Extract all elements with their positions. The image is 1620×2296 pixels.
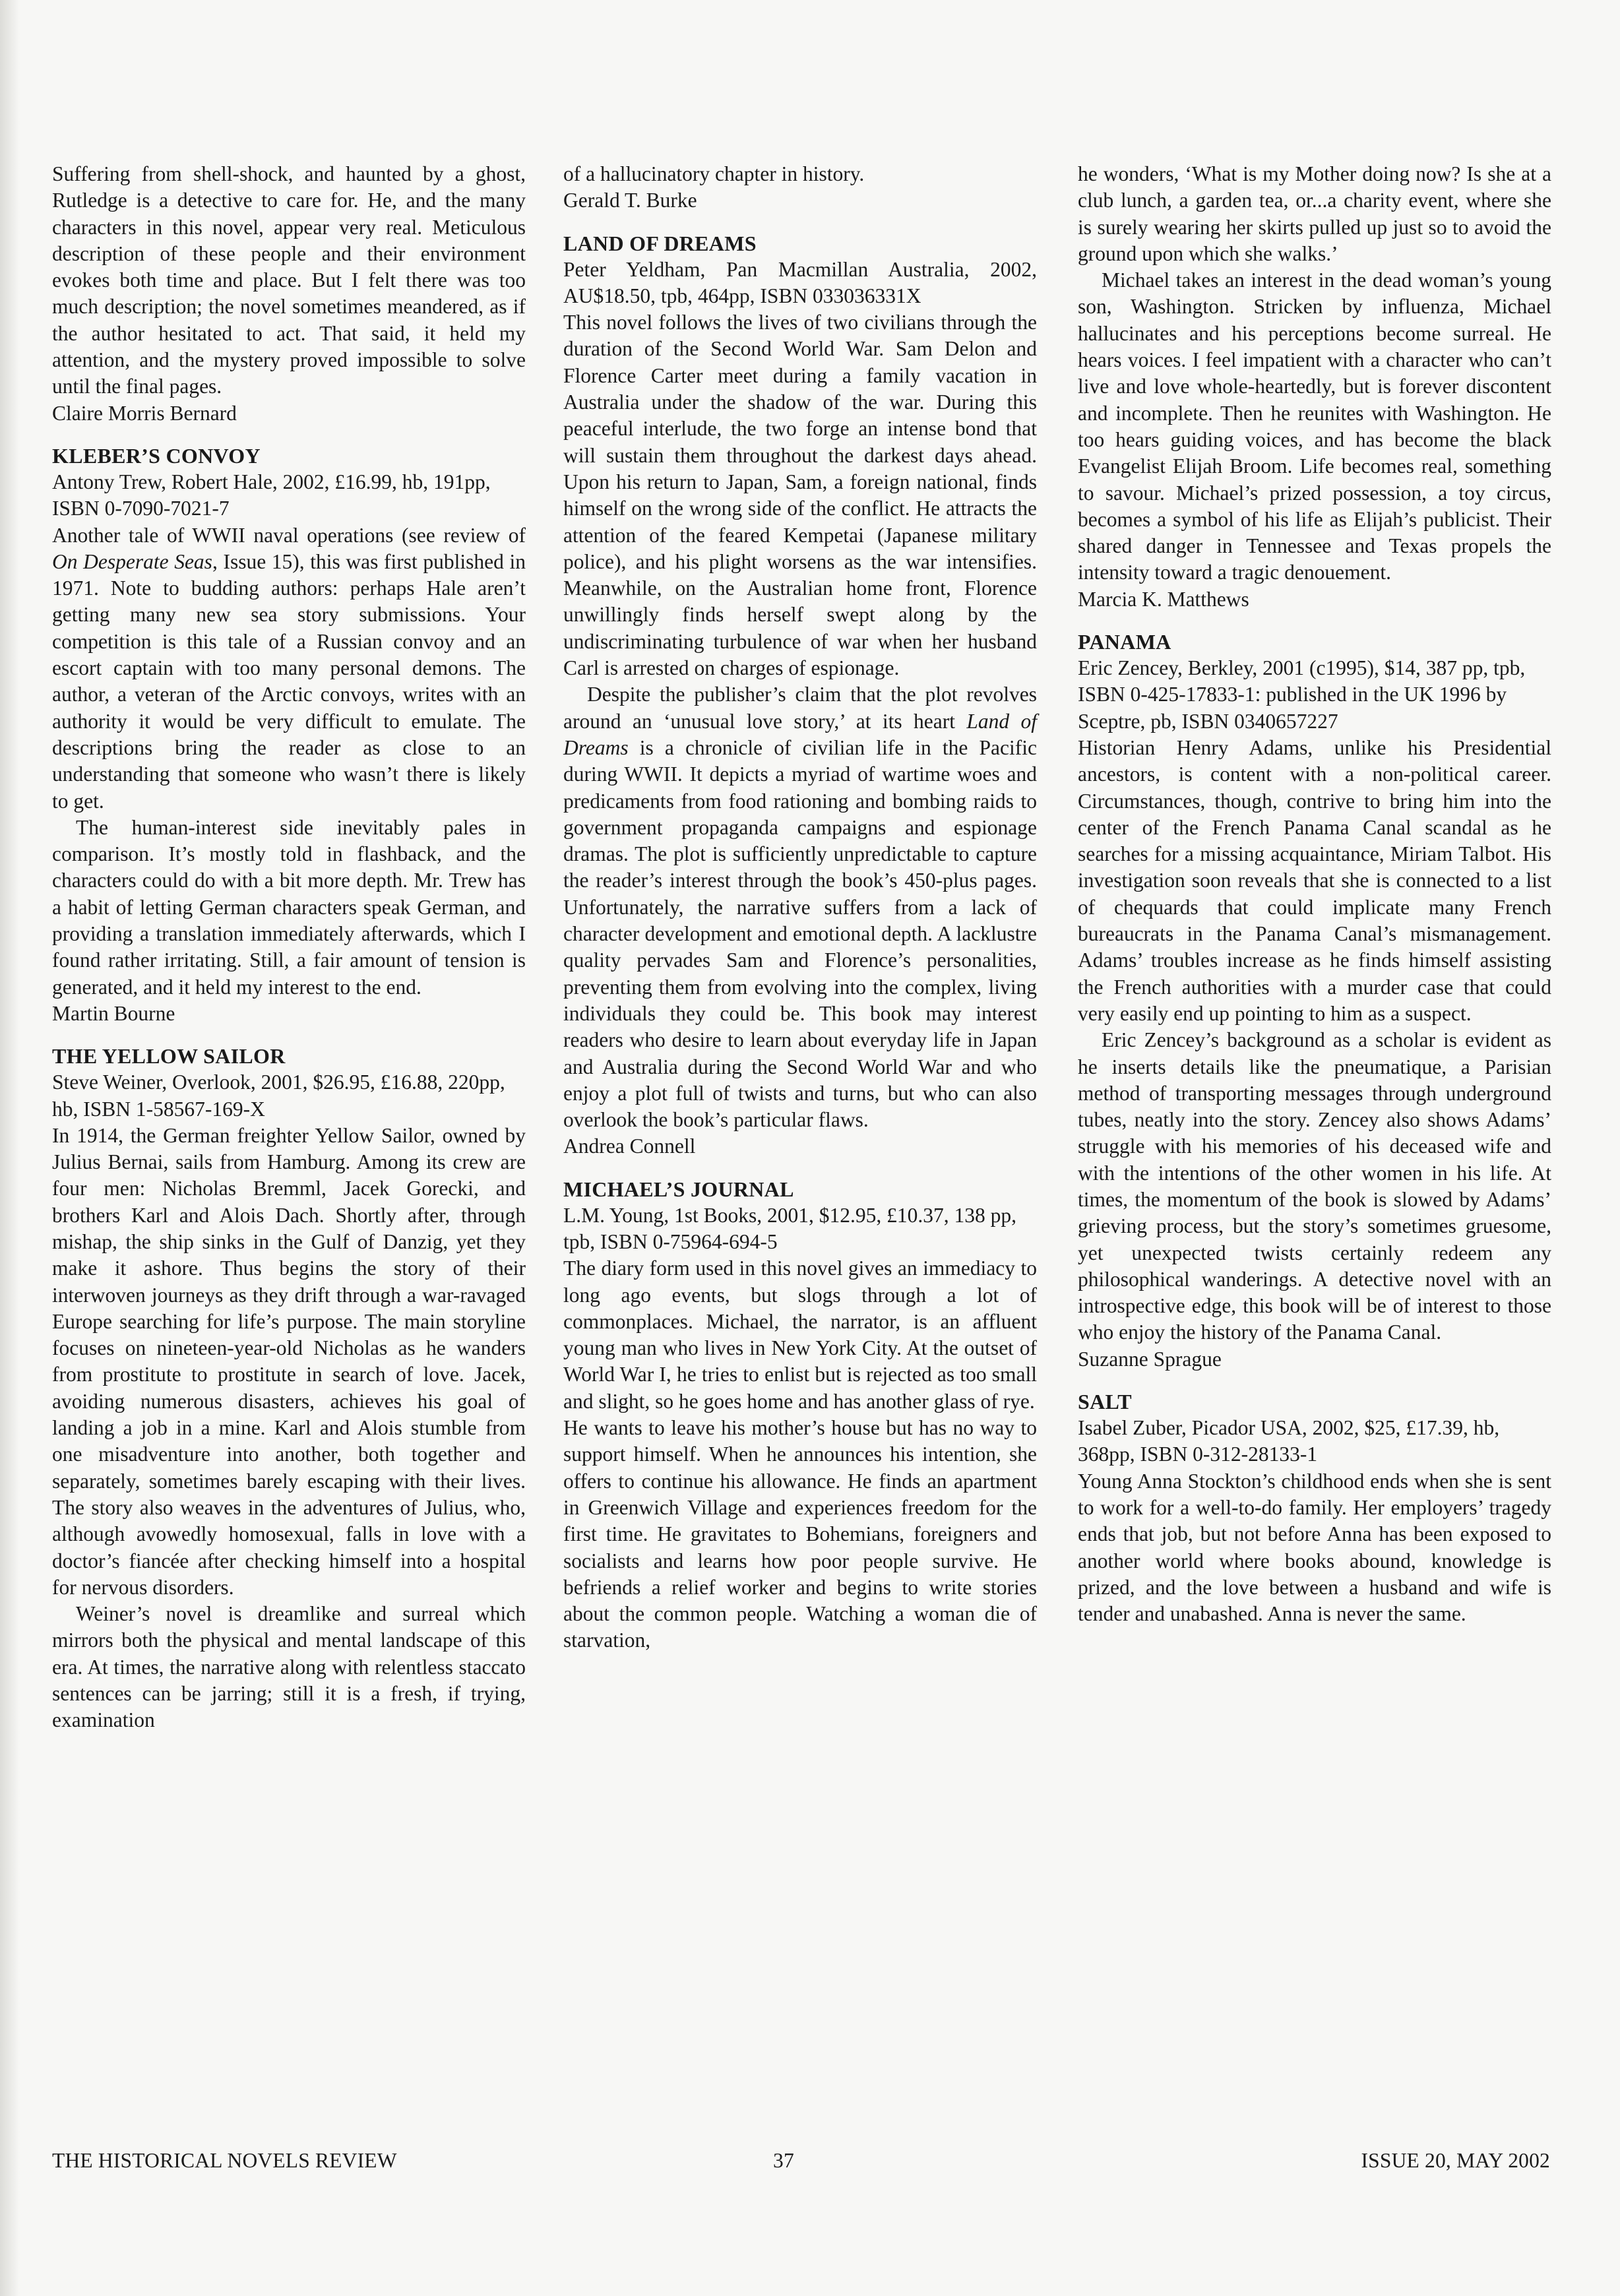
text-run: Another tale of WWII naval operations (see review of xyxy=(52,523,526,547)
heading-panama: PANAMA xyxy=(1078,630,1171,654)
klebers-convoy-review-text-2: The human-interest side inevitably pales in comparison. It’s mostly told in flashback, and the characters could do with a bit more depth. Mr. Trew has a habit of letting German characters speak German, and providing a translation immediately afterwards, which I found rather irritating. Still, a fair amount of tension is generated, and it held my interest to the end. xyxy=(52,815,526,999)
klebers-convoy-review-text-1 xyxy=(52,522,526,815)
heading-the-yellow-sailor: THE YELLOW SAILOR xyxy=(52,1044,286,1069)
text-run: , Issue 15), this was first published in 1971. Note to budding authors: perhaps Hale aren’t getting many new sea story submissions. Your competition is this tale of a Russian convoy and an escort captain with too many personal demons. The author, a veteran of the Arctic convoys, writes with an authority it would be very difficult to emulate. The descriptions bring the reader as close to an understanding that someone who wasn’t there is likely to get. xyxy=(52,549,526,813)
citation-panama: Eric Zencey, Berkley, 2001 (c1995), $14, 387 pp, tpb, ISBN 0-425-17833-1: published in the UK 1996 by Sceptre, pb, ISBN 0340657227 xyxy=(1078,656,1526,733)
land-of-dreams-review-text-1: This novel follows the lives of two civilians through the duration of the Second World War. Sam Delon and Florence Carter meet during a family vacation in Australia under the shadow of the war. During this peaceful interlude, the two forge an intense bond that will sustain them throughout the darkest days ahead. Upon his return to Japan, Sam, a foreign national, finds himself on the wrong side of the conflict. He attracts the attention of the feared Kempetai (Japanese military police), and his plight worsens as the war intensifies. Meanwhile, on the Australian home front, Florence unwillingly finds herself swept along by the undiscriminating turbulence of war when her husband Carl is arrested on charges of espionage. xyxy=(563,311,1037,680)
panama-review-text-1: Historian Henry Adams, unlike his Presidential ancestors, is content with a non-political career. Circumstances, though, contrive to bring him into the center of the French Panama Canal scandal as he searches for a missing acquaintance, Miriam Talbot. His investigation soon reveals that she is connected to a list of chequards that could implicate many French bureaucrats in the Panama Canal’s mismanagement. Adams’ troubles increase as he finds himself assisting the French authorities with a murder case that could very easily end up pointing to him as a suspect. xyxy=(1078,735,1551,1025)
yellow-sailor-review-text-1: In 1914, the German freighter Yellow Sailor, owned by Julius Bernai, sails from Hamburg. Among its crew are four men: Nicholas Bremml, Jacek Gorecki, and brothers Karl and Alois Dach. Shortly after, through mishap, the ship sinks in the Gulf of Danzig, yet they make it ashore. Thus begins the story of their interwoven journeys as they drift through a war-ravaged Europe searching for life’s purpose. The main storyline focuses on nineteen-year-old Nicholas as he wanders from prostitute to prostitute in search of love. Jacek, avoiding numerous disasters, achieves his goal of landing a job in a mine. Karl and Alois stumble from one misadventure into another, both together and separately, sometimes barely escaping with their lives. The story also weaves in the adventures of Julius, who, although avowedly homosexual, falls in love with a doctor’s fiancée after checking himself into a hospital for nervous disorders. xyxy=(52,1123,526,1599)
column-left xyxy=(52,161,526,1734)
rutledge-review-text: Suffering from shell-shock, and haunted by a ghost, Rutledge is a detective to care for. He, and the many characters in this novel, appear very real. Meticulous description of these people and their environment evokes both time and place. But I felt there was too much description; the novel sometimes meandered, as if the author hesitated to act. That said, it held my attention, and the mystery proved impossible to solve until the final pages. xyxy=(52,162,526,398)
footer-issue-date: ISSUE 20, MAY 2002 xyxy=(1361,2149,1550,2172)
heading-klebers-convoy: KLEBER’S CONVOY xyxy=(52,443,261,468)
yellow-sailor-review-text-3: of a hallucinatory chapter in history. xyxy=(563,162,865,185)
citation-the-yellow-sailor: Steve Weiner, Overlook, 2001, $26.95, £16.88, 220pp, hb, ISBN 1-58567-169-X xyxy=(52,1070,505,1121)
footer-publication-title: THE HISTORICAL NOVELS REVIEW xyxy=(52,2149,397,2172)
heading-land-of-dreams: LAND OF DREAMS xyxy=(563,231,757,255)
michaels-journal-review-text-1: The diary form used in this novel gives an immediacy to long ago events, but slogs through a lot of commonplaces. Michael, the narrator, is an affluent young man who lives in New York City. At the outset of World War I, he tries to enlist but is rejected as too small and slight, so he goes home and has another glass of rye. xyxy=(563,1257,1037,1413)
text-run: Despite the publisher’s claim that the plot revolves around an ‘unusual love story,’ at its heart xyxy=(563,683,1037,733)
column-right xyxy=(1078,161,1551,1627)
reviewer-suzanne-sprague: Suzanne Sprague xyxy=(1078,1347,1222,1371)
reviewer-marcia-k-matthews: Marcia K. Matthews xyxy=(1078,587,1249,611)
panama-review-text-2: Eric Zencey’s background as a scholar is evident as he inserts details like the pneumatique, a Parisian method of transporting messages through underground tubes, neatly into the story. Zencey also shows Adams’ struggle with his memories of his deceased wife and with the intentions of the other women in his life. At times, the momentum of the book is slowed by Adams’ grieving process, but the story’s sometimes gruesome, yet unexpected twists certainly redeem any philosophical wanderings. A detective novel with an introspective edge, this book will be of interest to those who enjoy the history of the Panama Canal. xyxy=(1078,1028,1551,1344)
yellow-sailor-review-text-2: Weiner’s novel is dreamlike and surreal which mirrors both the physical and mental landscape of this era. At times, the narrative along with relentless staccato sentences can be jarring; still it is a fresh, if trying, examination xyxy=(52,1602,526,1732)
citation-land-of-dreams: Peter Yeldham, Pan Macmillan Australia, 2002, AU$18.50, tpb, 464pp, ISBN 033036331X xyxy=(563,257,1037,307)
michaels-journal-review-text-4: Michael takes an interest in the dead woman’s young son, Washington. Stricken by influenza, Michael hallucinates and his perceptions become surreal. He hears voices. I feel impatient with a character who can’t live and love whole-heartedly, but is forever discontent and incomplete. Then he reunites with Washington. He too hears guiding voices, and has become the black Evangelist Elijah Broom. Life becomes real, something to savour. Michael’s prized possession, a toy circus, becomes a symbol of his life as Elijah’s publicist. Their shared danger in Tennessee and Texas propels the intensity toward a tragic denouement. xyxy=(1078,268,1551,584)
footer-page-number: 37 xyxy=(773,2149,794,2172)
reviewer-claire-morris-bernard: Claire Morris Bernard xyxy=(52,401,237,425)
michaels-journal-review-text-2: He wants to leave his mother’s house but has no way to support himself. When he announces his intention, she offers to continue his allowance. He finds an apartment in Greenwich Village and experiences freedom for the first time. He gravitates to Bohemians, foreigners and socialists and learns how poor people survive. He befriends a relief worker and begins to write stories about the common people. Watching a woman die of starvation, xyxy=(563,1416,1037,1652)
book-title-italic: Land of Dreams xyxy=(563,709,1037,759)
reviewer-andrea-connell: Andrea Connell xyxy=(563,1134,696,1158)
book-title-italic: On Desperate Seas xyxy=(52,549,212,573)
salt-review-text-1: Young Anna Stockton’s childhood ends when she is sent to work for a well-to-do family. Her employers’ tragedy ends that job, but not before Anna has been exposed to another world where books abound, knowledge is prized, and the love between a husband and wife is tender and unabashed. Anna is never the same. xyxy=(1078,1469,1551,1626)
heading-michaels-journal: MICHAEL’S JOURNAL xyxy=(563,1177,794,1201)
column-middle xyxy=(563,161,1037,1654)
text-run: is a chronicle of civilian life in the Pacific during WWII. It depicts a myriad of wartime woes and predicaments from food rationing and bombing raids to government propaganda campaigns and espionage dramas. The plot is sufficiently unpredictable to capture the reader’s interest through the book’s 450-plus pages. Unfortunately, the narrative suffers from a lack of character development and emotional depth. A lacklustre quality pervades Sam and Florence’s personalities, preventing them from evolving into the complex, living individuals they could be. This book may interest readers who desire to learn about everyday life in Japan and Australia during the Second World War and who enjoy a plot full of twists and turns, but who can also overlook the book’s particular flaws. xyxy=(563,735,1037,1132)
citation-salt: Isabel Zuber, Picador USA, 2002, $25, £17.39, hb, 368pp, ISBN 0-312-28133-1 xyxy=(1078,1416,1500,1466)
land-of-dreams-review-text-2 xyxy=(563,681,1037,1133)
scan-edge-shadow xyxy=(0,0,20,2296)
citation-michaels-journal: L.M. Young, 1st Books, 2001, $12.95, £10.37, 138 pp, tpb, ISBN 0-75964-694-5 xyxy=(563,1203,1016,1253)
heading-salt: SALT xyxy=(1078,1390,1132,1414)
michaels-journal-review-text-3: he wonders, ‘What is my Mother doing now? Is she at a club lunch, a garden tea, or...a charity event, where she is surely wearing her skirts pulled up just so to avoid the ground upon which she walks.’ xyxy=(1078,162,1551,265)
reviewer-gerald-t-burke: Gerald T. Burke xyxy=(563,189,697,212)
reviewer-martin-bourne: Martin Bourne xyxy=(52,1001,175,1025)
citation-klebers-convoy: Antony Trew, Robert Hale, 2002, £16.99, hb, 191pp, ISBN 0-7090-7021-7 xyxy=(52,470,491,520)
